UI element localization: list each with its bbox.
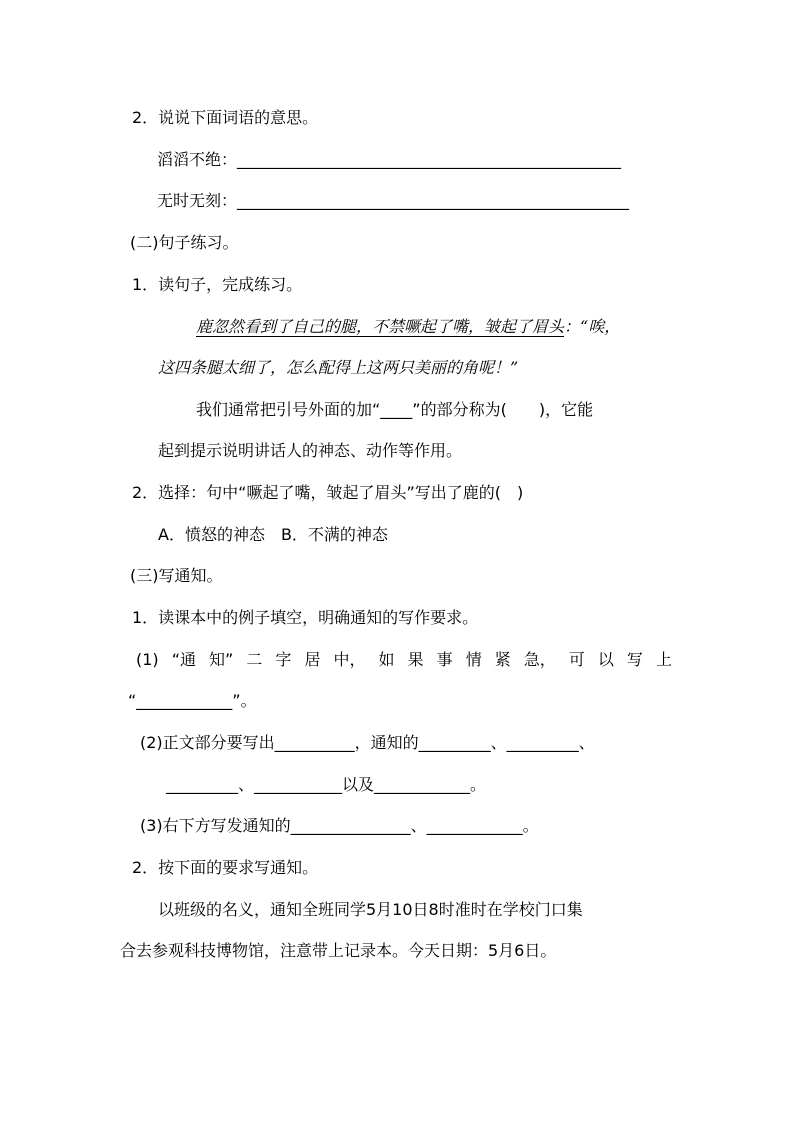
fill-item-1-blank[interactable]: “____________”。	[128, 691, 257, 710]
section-2-q1-heading: 1．读句子，完成练习。	[132, 275, 303, 294]
word-label: 滔滔不绝：	[157, 150, 238, 169]
text-glyph: 写	[626, 650, 643, 669]
text-glyph: 如	[378, 650, 395, 669]
question-2-meaning-heading: 2．说说下面词语的意思。	[132, 108, 319, 127]
answer-blank[interactable]: _________________________________________________	[237, 191, 630, 210]
text-glyph: 果	[407, 650, 424, 669]
section-3-q1-heading: 1．读课本中的例子填空，明确通知的写作要求。	[132, 608, 479, 627]
answer-blank[interactable]: ________________________________________________	[237, 150, 622, 169]
word-item-wushi	[157, 189, 629, 213]
text-glyph: 上	[655, 650, 672, 669]
quoted-sentence-line1	[196, 315, 620, 339]
text-glyph: “通	[171, 650, 196, 669]
text-glyph: 居	[304, 650, 321, 669]
section-3-heading: (三)写通知。	[130, 566, 223, 585]
fill-item-3[interactable]: (3)右下方写发通知的_______________、____________。	[140, 816, 539, 835]
section-2-heading: (二)句子练习。	[130, 233, 239, 252]
text-glyph: 知”	[209, 650, 234, 669]
fill-item-2-line2[interactable]: _________、___________以及____________。	[166, 775, 487, 794]
text-glyph: 以	[597, 650, 614, 669]
text-glyph: 二	[246, 650, 263, 669]
fill-item-2-line1[interactable]: (2)正文部分要写出__________，通知的_________、_________、	[140, 733, 595, 752]
text-glyph: 紧	[494, 650, 511, 669]
fill-item-1	[136, 648, 672, 672]
section-2-q2-heading: 2．选择：句中“噘起了嘴，皱起了眉头”写出了鹿的( )	[132, 483, 524, 502]
underlined-prompt: 鹿忽然看到了自己的腿，不禁噘起了嘴，皱起了眉头	[196, 317, 565, 336]
notice-task-line2: 合去参观科技博物馆，注意带上记录本。今天日期：5月6日。	[120, 941, 557, 960]
quote-text: ：“唉，	[564, 317, 621, 336]
section-3-q2-heading: 2．按下面的要求写通知。	[132, 858, 319, 877]
choice-options[interactable]: A．愤怒的神态 B．不满的神态	[158, 525, 388, 544]
text-glyph: 中，	[333, 650, 366, 669]
item-number: (1)	[136, 650, 159, 669]
explanation-line1: 我们通常把引号外面的加“____”的部分称为( )，它能	[196, 400, 594, 419]
text-glyph: 可	[568, 650, 585, 669]
quoted-sentence-line2: 这四条腿太细了，怎么配得上这两只美丽的角呢！”	[158, 358, 519, 377]
text-glyph: 字	[275, 650, 292, 669]
text-glyph: 事	[436, 650, 453, 669]
notice-task-line1: 以班级的名义，通知全班同学5月10日8时准时在学校门口集	[158, 900, 583, 919]
text-glyph: 情	[465, 650, 482, 669]
word-label: 无时无刻：	[157, 191, 238, 210]
explanation-line2: 起到提示说明讲话人的神态、动作等作用。	[158, 441, 463, 460]
word-item-taotao	[157, 148, 621, 172]
text-glyph: 急，	[523, 650, 556, 669]
